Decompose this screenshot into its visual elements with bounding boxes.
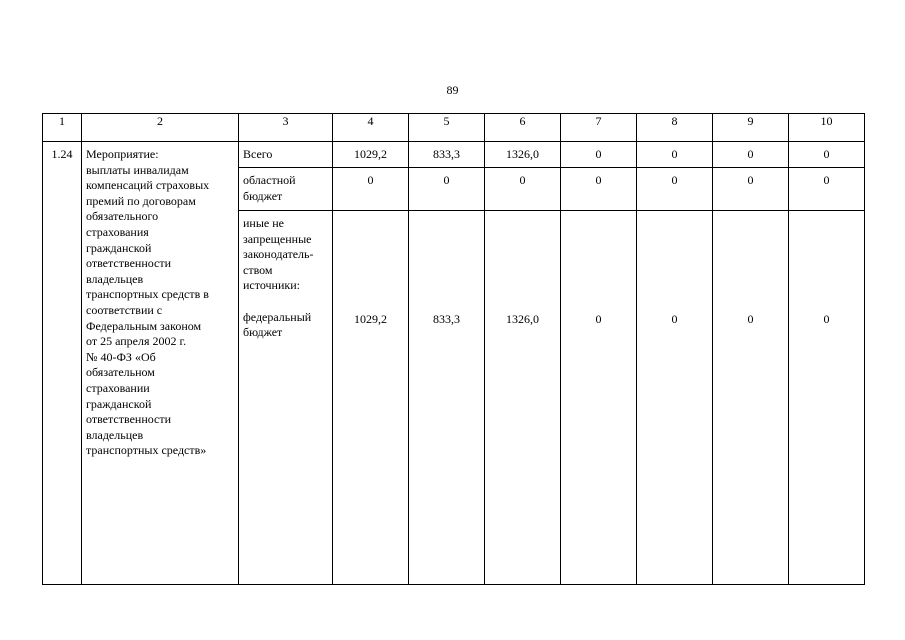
value-cell: 0 — [713, 168, 789, 211]
value-cell: 0 — [789, 142, 865, 168]
source-label-line: законодатель- — [243, 247, 314, 262]
description-line: Федеральным законом — [86, 318, 202, 333]
source-regional-label — [239, 168, 333, 211]
description-line: ответственности — [86, 256, 172, 271]
source-label-gap — [243, 294, 328, 310]
header-cell: 4 — [333, 114, 409, 142]
source-other-label — [239, 211, 333, 585]
description-line: транспортных средств» — [86, 443, 207, 458]
description-line: транспортных средств в — [86, 287, 209, 302]
row-description — [82, 142, 239, 585]
header-cell: 3 — [239, 114, 333, 142]
description-line: Мероприятие: — [86, 147, 159, 161]
description-line: ответственности — [86, 412, 172, 427]
value-cell: 0 — [561, 211, 637, 585]
source-total-label — [239, 142, 333, 168]
value-cell: 0 — [637, 142, 713, 168]
description-line: № 40-ФЗ «Об — [86, 349, 156, 364]
source-label-line: бюджет — [243, 325, 283, 340]
description-line: страхования — [86, 224, 149, 239]
value-cell: 0 — [485, 168, 561, 211]
value-cell: 1029,2 — [333, 142, 409, 168]
value-cell: 0 — [713, 142, 789, 168]
source-label-line: ством — [243, 262, 273, 277]
header-cell: 9 — [713, 114, 789, 142]
value-cell: 0 — [789, 211, 865, 585]
header-cell: 5 — [409, 114, 485, 142]
table-row — [43, 142, 865, 168]
value-cell: 1326,0 — [485, 142, 561, 168]
value-cell: 0 — [713, 211, 789, 585]
value-cell: 1029,2 — [333, 211, 409, 585]
value-cell: 0 — [789, 168, 865, 211]
header-cell: 7 — [561, 114, 637, 142]
value-cell: 0 — [333, 168, 409, 211]
value-cell: 833,3 — [409, 142, 485, 168]
description-line: выплаты инвалидам — [86, 162, 189, 177]
row-code: 1.24 — [43, 142, 82, 585]
header-cell: 6 — [485, 114, 561, 142]
description-line: гражданской — [86, 396, 152, 411]
source-label-line: областной — [243, 173, 296, 187]
header-cell: 10 — [789, 114, 865, 142]
source-label-line: иные не — [243, 216, 284, 230]
value-cell: 833,3 — [409, 211, 485, 585]
source-label-line: запрещенные — [243, 231, 312, 246]
value-cell: 1326,0 — [485, 211, 561, 585]
description-line: владельцев — [86, 427, 144, 442]
description-line: премий по договорам — [86, 193, 196, 208]
header-cell: 8 — [637, 114, 713, 142]
description-line: от 25 апреля 2002 г. — [86, 334, 187, 349]
source-label-line: федеральный — [243, 309, 312, 324]
description-line: обязательного — [86, 209, 159, 224]
description-line: обязательном — [86, 365, 155, 380]
source-label-line: источники: — [243, 278, 300, 293]
source-label-line: бюджет — [243, 188, 283, 203]
header-cell: 2 — [82, 114, 239, 142]
value-cell: 0 — [637, 168, 713, 211]
value-cell: 0 — [637, 211, 713, 585]
description-line: компенсаций страховых — [86, 178, 210, 193]
page-number: 89 — [446, 83, 459, 97]
header-cell: 1 — [43, 114, 82, 142]
description-line: соответствии с — [86, 302, 163, 317]
description-line: владельцев — [86, 271, 144, 286]
header-row — [43, 114, 865, 142]
source-label-line: Всего — [243, 147, 273, 161]
value-cell: 0 — [561, 142, 637, 168]
budget-table — [42, 113, 865, 585]
value-cell: 0 — [561, 168, 637, 211]
description-line: страховании — [86, 380, 150, 395]
value-cell: 0 — [409, 168, 485, 211]
description-line: гражданской — [86, 240, 152, 255]
